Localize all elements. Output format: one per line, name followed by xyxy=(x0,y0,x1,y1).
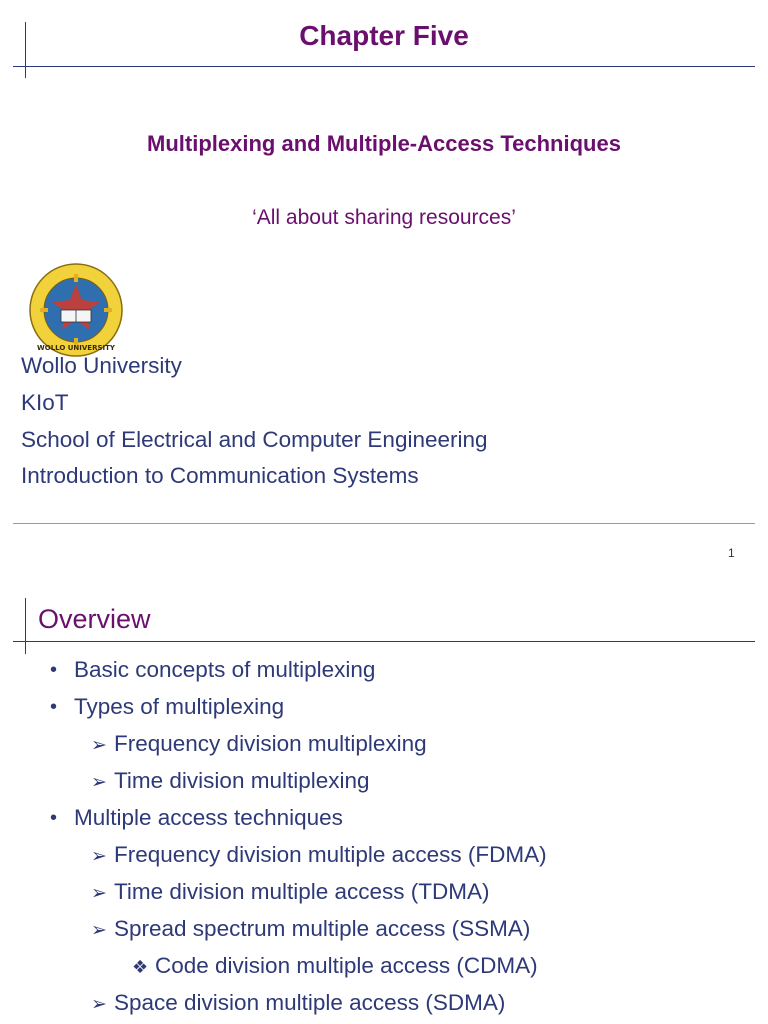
arrow-bullet-icon: ➢ xyxy=(91,735,107,756)
page-title: Chapter Five xyxy=(299,20,469,51)
overview-item-level-1: Basic concepts of multiplexing xyxy=(74,657,376,682)
overview-heading: Overview xyxy=(38,604,151,634)
overview-item-level-2: Space division multiple access (SDMA) xyxy=(114,990,506,1015)
overview-item-level-2: Frequency division multiple access (FDMA) xyxy=(114,842,547,867)
slide1-title-rule xyxy=(13,66,755,67)
overview-item-level-2: Spread spectrum multiple access (SSMA) xyxy=(114,916,531,941)
slide-subtitle: Multiplexing and Multiple-Access Techniques xyxy=(147,131,621,156)
university-seal-icon xyxy=(28,262,124,358)
diamond-bullet-icon: ❖ xyxy=(132,957,149,977)
bullet-dot-icon: • xyxy=(50,696,58,718)
arrow-bullet-icon: ➢ xyxy=(91,846,107,867)
overview-item-level-2: Time division multiplexing xyxy=(114,768,370,793)
school-line: School of Electrical and Computer Engineering xyxy=(21,427,488,452)
slide2-left-rule xyxy=(25,598,26,654)
page-number: 1 xyxy=(728,546,735,560)
bullet-dot-icon: • xyxy=(50,659,58,681)
slide-tagline: ‘All about sharing resources’ xyxy=(252,206,516,229)
arrow-bullet-icon: ➢ xyxy=(91,994,107,1015)
overview-item-level-2: Time division multiple access (TDMA) xyxy=(114,879,490,904)
institution-line: Wollo University xyxy=(21,353,182,378)
arrow-bullet-icon: ➢ xyxy=(91,883,107,904)
overview-item-level-1: Types of multiplexing xyxy=(74,694,285,719)
bullet-dot-icon: • xyxy=(50,807,58,829)
overview-item-level-3: Code division multiple access (CDMA) xyxy=(155,953,538,978)
arrow-bullet-icon: ➢ xyxy=(91,920,107,941)
slide-divider xyxy=(13,523,755,524)
overview-item-level-2: Frequency division multiplexing xyxy=(114,731,427,756)
seal-lettering: WOLLO UNIVERSITY xyxy=(37,344,115,352)
institute-line: KIoT xyxy=(21,390,69,415)
arrow-bullet-icon: ➢ xyxy=(91,772,107,793)
course-line: Introduction to Communication Systems xyxy=(21,463,419,488)
overview-item-level-1: Multiple access techniques xyxy=(74,805,343,830)
slide2-title-rule xyxy=(13,641,755,642)
